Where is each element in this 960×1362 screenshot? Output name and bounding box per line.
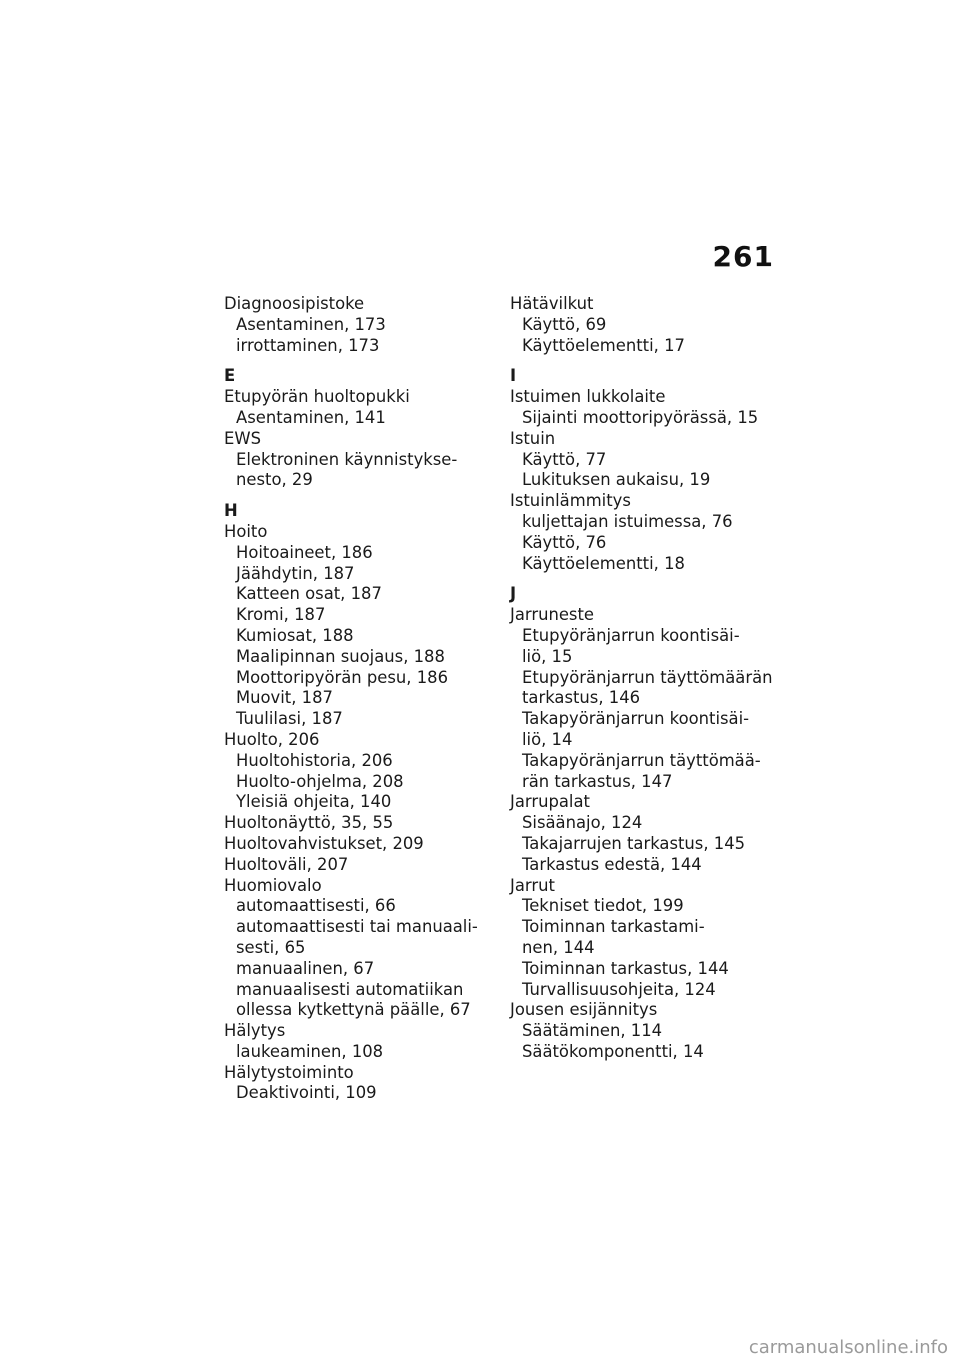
index-subentry: Etupyöränjarrun koontisäi- (522, 625, 740, 645)
index-entry: Jarruneste (510, 605, 594, 625)
index-subentry: Lukituksen aukaisu, 19 (522, 470, 711, 490)
index-entry: Jousen esijännitys (510, 1000, 658, 1020)
index-subentry: Yleisiä ohjeita, 140 (236, 792, 392, 812)
index-subentry: manuaalinen, 67 (236, 958, 375, 978)
index-column-left (224, 294, 494, 1104)
index-subentry: Sijainti moottoripyörässä, 15 (522, 407, 759, 427)
index-entry: Diagnoosipistoke (224, 294, 365, 313)
index-subentry: Hoitoaineet, 186 (236, 542, 373, 562)
index-entry: Huomiovalo (224, 875, 322, 895)
index-entry: Jarrupalat (510, 792, 590, 812)
index-subentry: Muovit, 187 (236, 688, 333, 708)
index-subentry: Toiminnan tarkastus, 144 (522, 958, 729, 978)
index-entry: Hälytystoiminto (224, 1062, 354, 1082)
page-number: 261 (712, 240, 774, 273)
index-subentry: Käyttö, 77 (522, 449, 607, 469)
footer-watermark[interactable]: carmanualsonline.info (748, 1337, 948, 1358)
index-letter-heading: H (224, 501, 238, 521)
index-subentry: Takapyöränjarrun täyttömää- (522, 750, 761, 770)
index-subentry: Käyttöelementti, 17 (522, 335, 685, 355)
index-subentry: Maalipinnan suojaus, 188 (236, 646, 445, 666)
index-subentry: Takajarrujen tarkastus, 145 (522, 833, 746, 853)
index-subentry: tarkastus, 146 (522, 688, 641, 708)
index-subentry: Elektroninen käynnistykse- (236, 449, 458, 469)
index-subentry: Kromi, 187 (236, 605, 326, 625)
index-column-right (510, 294, 800, 1063)
index-subentry: Takapyöränjarrun koontisäi- (522, 709, 750, 729)
index-subentry: Käyttö, 69 (522, 314, 607, 334)
index-entry: Hälytys (224, 1021, 286, 1041)
index-subentry: Turvallisuusohjeita, 124 (522, 979, 716, 999)
index-subentry: Tekniset tiedot, 199 (522, 896, 684, 916)
index-subentry: nen, 144 (522, 937, 595, 957)
index-entry: Istuimen lukkolaite (510, 387, 666, 407)
index-subentry: irrottaminen, 173 (236, 335, 380, 355)
index-subentry: Etupyöränjarrun täyttömäärän (522, 667, 773, 687)
index-subentry: Kumiosat, 188 (236, 625, 354, 645)
index-subentry: Sisäänajo, 124 (522, 813, 643, 833)
index-subentry: Huoltohistoria, 206 (236, 750, 393, 770)
index-subentry: Tarkastus edestä, 144 (522, 854, 702, 874)
index-subentry: laukeaminen, 108 (236, 1041, 384, 1061)
index-subentry: liö, 15 (522, 646, 573, 666)
index-entry: Huoltovahvistukset, 209 (224, 833, 424, 853)
index-entry: Huoltoväli, 207 (224, 854, 349, 874)
index-subentry: Katteen osat, 187 (236, 584, 382, 604)
index-entry: Huoltonäyttö, 35, 55 (224, 813, 394, 833)
index-entry: EWS (224, 428, 261, 448)
index-subentry: manuaalisesti automatiikan (236, 979, 464, 999)
index-subentry: rän tarkastus, 147 (522, 771, 673, 791)
index-entry: Hätävilkut (510, 294, 594, 313)
index-subentry: Huolto-ohjelma, 208 (236, 771, 404, 791)
index-entry: Jarrut (510, 875, 555, 895)
index-entry: Istuin (510, 428, 556, 448)
index-subentry: Käyttö, 76 (522, 532, 607, 552)
index-subentry: automaattisesti, 66 (236, 896, 396, 916)
index-subentry: Tuulilasi, 187 (236, 709, 343, 729)
index-subentry: ollessa kytkettynä päälle, 67 (236, 1000, 471, 1020)
index-subentry: kuljettajan istuimessa, 76 (522, 511, 733, 531)
index-subentry: Käyttöelementti, 18 (522, 553, 685, 573)
index-subentry: Säätökomponentti, 14 (522, 1041, 704, 1061)
index-letter-heading: E (224, 366, 236, 386)
index-subentry: Deaktivointi, 109 (236, 1083, 377, 1103)
index-subentry: Säätäminen, 114 (522, 1021, 663, 1041)
index-subentry: Asentaminen, 141 (236, 407, 386, 427)
index-subentry: liö, 14 (522, 729, 573, 749)
index-entry: Istuinlämmitys (510, 491, 631, 511)
index-entry: Huolto, 206 (224, 729, 320, 749)
index-letter-heading: I (510, 366, 517, 386)
index-subentry: automaattisesti tai manuaali- (236, 917, 478, 937)
index-subentry: Asentaminen, 173 (236, 314, 386, 334)
index-letter-heading: J (510, 584, 517, 604)
index-entry: Hoito (224, 521, 268, 541)
index-subentry: nesto, 29 (236, 470, 313, 490)
index-subentry: Toiminnan tarkastami- (522, 917, 705, 937)
index-subentry: Moottoripyörän pesu, 186 (236, 667, 449, 687)
index-subentry: sesti, 65 (236, 937, 306, 957)
index-subentry: Jäähdytin, 187 (236, 563, 355, 583)
index-entry: Etupyörän huoltopukki (224, 387, 410, 407)
